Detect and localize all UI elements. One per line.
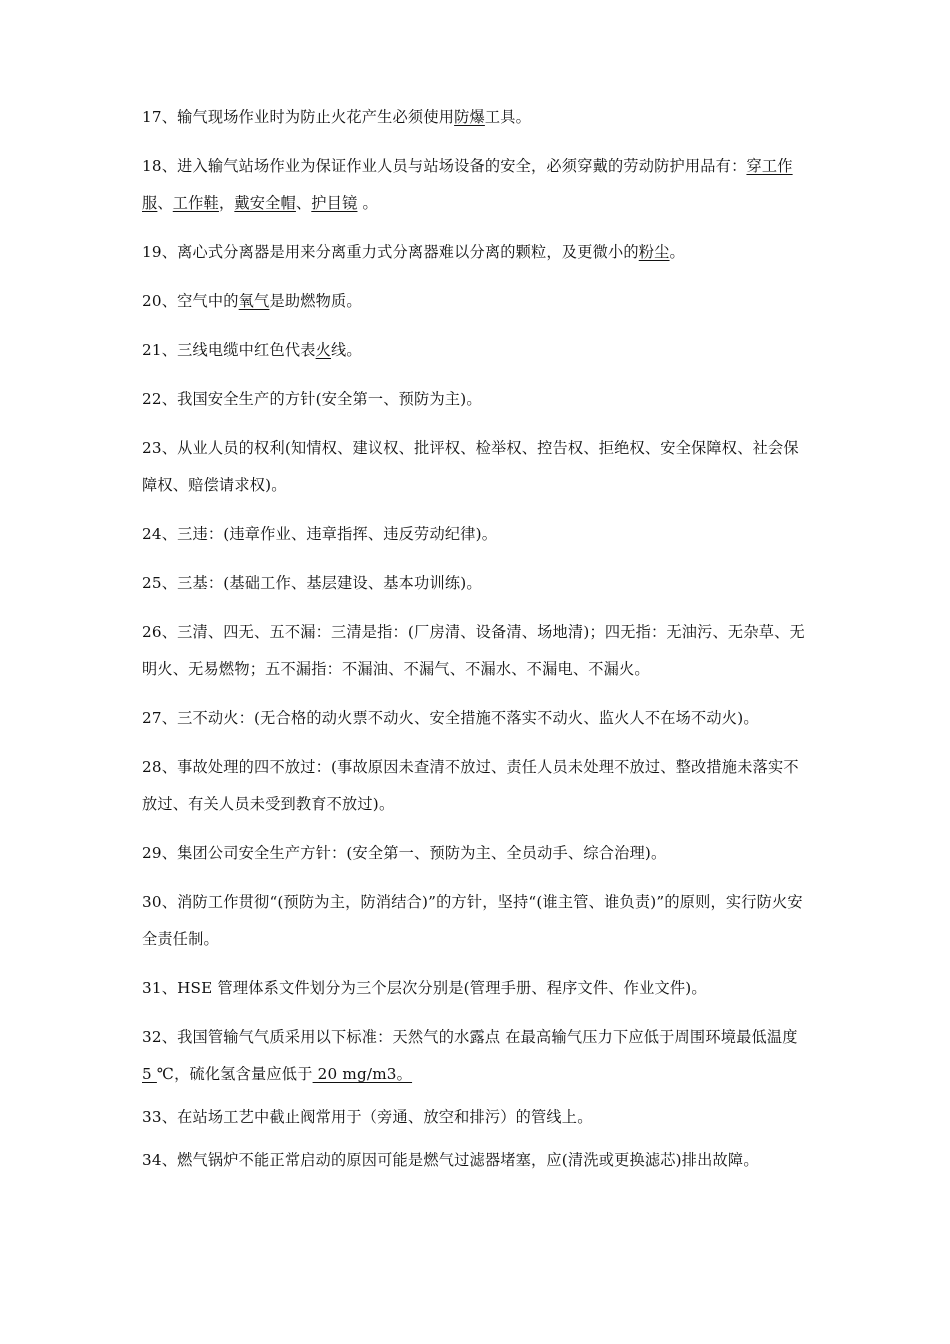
answer-blank: 穿工作服 — [142, 157, 793, 212]
question-list — [142, 99, 812, 1191]
question-item — [142, 614, 812, 688]
question-text: 18、进入输气站场作业为保证作业人员与站场设备的安全，必须穿戴的劳动防护用品有： — [142, 157, 747, 175]
question-text: 21、三线电缆中红色代表 — [142, 341, 316, 359]
question-item — [142, 283, 812, 320]
question-text: 28、事故处理的四不放过：(事故原因未查清不放过、责任人员未处理不放过、整改措施未落实不放过、有关人员未受到教育不放过)。 — [142, 758, 799, 813]
question-item — [142, 381, 812, 418]
question-item — [142, 884, 812, 958]
question-item — [142, 835, 812, 872]
question-text: 17、输气现场作业时为防止火花产生必须使用 — [142, 108, 455, 126]
answer-blank: 工作鞋 — [172, 194, 219, 212]
question-text: 31、HSE 管理体系文件划分为三个层次分别是(管理手册、程序文件、作业文件)。 — [142, 979, 707, 997]
question-text: 、 — [295, 194, 312, 212]
question-text: 、 — [157, 194, 173, 212]
question-text: 25、三基：(基础工作、基层建设、基本功训练)。 — [142, 574, 482, 592]
question-item — [142, 1099, 812, 1136]
question-text: ， — [218, 194, 235, 212]
answer-blank: 火 — [315, 341, 331, 359]
question-text: 20、空气中的 — [142, 292, 239, 310]
question-item — [142, 749, 812, 823]
question-item — [142, 700, 812, 737]
answer-blank: 防爆 — [454, 108, 485, 126]
question-text: 24、三违：(违章作业、违章指挥、违反劳动纪律)。 — [142, 525, 498, 543]
question-text: 33、在站场工艺中截止阀常用于（旁通、放空和排污）的管线上。 — [142, 1108, 593, 1126]
question-text: 30、消防工作贯彻“(预防为主，防消结合)”的方针，坚持“(谁主管、谁负责)”的原则，实行防火安全责任制。 — [142, 893, 803, 948]
question-text: 32、我国管输气气质采用以下标准：天然气的水露点 在最高输气压力下应低于周围环境最低温度 — [142, 1028, 798, 1046]
question-item — [142, 148, 812, 222]
question-item — [142, 332, 812, 369]
answer-blank: 5 — [142, 1065, 157, 1083]
question-text: 19、离心式分离器是用来分离重力式分离器难以分离的颗粒，及更微小的 — [142, 243, 639, 261]
question-text: ℃，硫化氢含量应低于 — [156, 1065, 313, 1083]
answer-blank: 20 mg/m3。 — [312, 1065, 413, 1083]
question-text: 27、三不动火：(无合格的动火票不动火、安全措施不落实不动火、监火人不在场不动火)。 — [142, 709, 759, 727]
question-text: 29、集团公司安全生产方针：(安全第一、预防为主、全员动手、综合治理)。 — [142, 844, 667, 862]
question-item — [142, 234, 812, 271]
question-text: 。 — [669, 243, 685, 261]
question-item — [142, 1142, 812, 1179]
question-text: 。 — [357, 194, 378, 212]
question-text: 26、三清、四无、五不漏：三清是指：(厂房清、设备清、场地清)；四无指：无油污、无杂草、无明火、无易燃物；五不漏指：不漏油、不漏气、不漏水、不漏电、不漏火。 — [142, 623, 805, 678]
question-text: 是助燃物质。 — [269, 292, 362, 310]
question-item — [142, 565, 812, 602]
question-text: 22、我国安全生产的方针(安全第一、预防为主)。 — [142, 390, 482, 408]
question-item — [142, 430, 812, 504]
answer-blank: 护目镜 — [311, 194, 358, 212]
question-text: 23、从业人员的权利(知情权、建议权、批评权、检举权、控告权、拒绝权、安全保障权、社会保障权、赔偿请求权)。 — [142, 439, 799, 494]
answer-blank: 粉尘 — [638, 243, 670, 261]
question-text: 工具。 — [484, 108, 532, 126]
answer-blank: 戴安全帽 — [234, 194, 296, 212]
question-text: 34、燃气锅炉不能正常启动的原因可能是燃气过滤器堵塞，应(清洗或更换滤芯)排出故障。 — [142, 1151, 759, 1169]
question-item — [142, 1019, 812, 1093]
answer-blank: 氧气 — [238, 292, 270, 310]
question-item — [142, 970, 812, 1007]
question-item — [142, 99, 812, 136]
question-item — [142, 516, 812, 553]
question-text: 线。 — [331, 341, 362, 359]
